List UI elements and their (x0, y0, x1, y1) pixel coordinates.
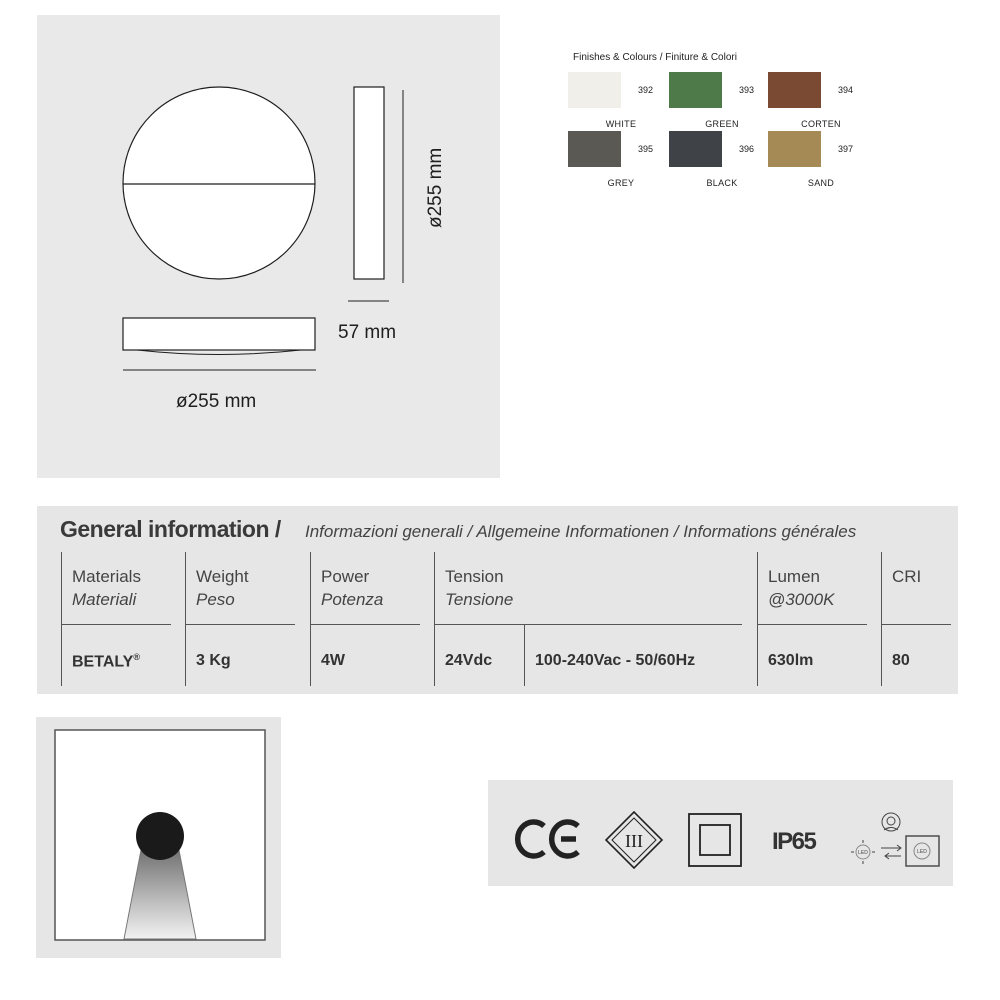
technical-drawing-panel (37, 15, 500, 478)
header-materials: Materials (72, 567, 141, 586)
header-materials-sub: Materiali (72, 590, 137, 609)
header-underline (757, 624, 867, 625)
swatch-color (669, 72, 722, 108)
swatch-code: 396 (739, 144, 755, 154)
finish-swatch-white (568, 72, 668, 134)
side-view-body (354, 87, 384, 279)
header-underline (185, 624, 295, 625)
finishes-title: Finishes & Colours / Finiture & Colori (573, 52, 737, 63)
column-divider (185, 552, 186, 686)
general-info-title: General information / (60, 516, 281, 542)
header-tension-sub: Tensione (445, 590, 514, 609)
value-tension-ac: 100-240Vac - 50/60Hz (535, 652, 696, 669)
swatch-name: GREEN (705, 119, 739, 129)
header-underline (310, 624, 420, 625)
header-cri: CRI (892, 567, 922, 586)
led-text: LED (858, 850, 868, 856)
certifications-panel (488, 780, 953, 886)
value-tension-dc: 24Vdc (445, 652, 493, 669)
lamp-body (136, 812, 184, 860)
finish-swatch-green (669, 72, 769, 134)
header-underline (434, 624, 742, 625)
swatch-color (768, 131, 821, 167)
header-power: Power (321, 567, 370, 586)
swatch-code: 392 (638, 85, 654, 95)
finish-swatch-sand (768, 131, 868, 193)
swatch-code: 397 (838, 144, 854, 154)
column-divider (434, 552, 435, 686)
swatch-name: CORTEN (801, 119, 841, 129)
header-lumen: Lumen (768, 567, 820, 586)
column-divider (310, 552, 311, 686)
ip-rating-label: IP65 (772, 828, 816, 855)
header-power-sub: Potenza (321, 590, 384, 609)
diameter-label: ø255 mm (176, 391, 257, 412)
value-weight: 3 Kg (196, 652, 231, 669)
swatch-code: 395 (638, 144, 654, 154)
light-emission-panel (36, 717, 281, 958)
swatch-color (768, 72, 821, 108)
swatch-color (568, 72, 621, 108)
light-emission-icon (36, 717, 281, 958)
column-divider (524, 624, 525, 686)
depth-label: 57 mm (338, 322, 397, 343)
double-insulation-icon (689, 814, 741, 866)
header-lumen-sub: @3000K (768, 590, 835, 609)
header-underline (881, 624, 951, 625)
swatch-name: SAND (807, 178, 835, 188)
value-material-text: BETALY (72, 653, 134, 671)
class-iii-icon (606, 812, 662, 868)
column-divider (757, 552, 758, 686)
swatch-color (669, 131, 722, 167)
front-view-circle (123, 87, 315, 279)
header-weight-sub: Peso (196, 590, 235, 609)
top-view-curve (137, 350, 301, 355)
value-lumen: 630lm (768, 652, 814, 669)
column-divider (61, 552, 62, 686)
led-replaceable-icon (851, 813, 939, 866)
swatch-name: GREY (607, 178, 635, 188)
swatch-code: 394 (838, 85, 854, 95)
value-cri: 80 (892, 652, 910, 669)
finish-swatch-grey (568, 131, 668, 193)
led-text-box: LED (917, 849, 927, 855)
header-tension: Tension (445, 567, 504, 586)
swatch-code: 393 (739, 85, 755, 95)
header-underline (61, 624, 171, 625)
swatch-name: WHITE (605, 119, 637, 129)
certification-icons (488, 780, 953, 886)
finish-swatch-black (669, 131, 769, 193)
swatch-name: BLACK (706, 178, 738, 188)
value-material (72, 652, 140, 671)
top-view-body (123, 318, 315, 350)
general-info-panel (37, 506, 958, 694)
class-mark-text: III (625, 831, 643, 851)
header-weight: Weight (196, 567, 249, 586)
height-label: ø255 mm (425, 147, 446, 228)
technical-drawing (37, 15, 500, 478)
registered-mark: ® (133, 652, 140, 662)
finish-swatch-corten (768, 72, 868, 134)
swatch-color (568, 131, 621, 167)
column-divider (881, 552, 882, 686)
general-info-subtitle: Informazioni generali / Allgemeine Informationen / Informations générales (305, 522, 857, 541)
ce-mark-icon (518, 822, 578, 856)
value-power: 4W (321, 652, 345, 669)
